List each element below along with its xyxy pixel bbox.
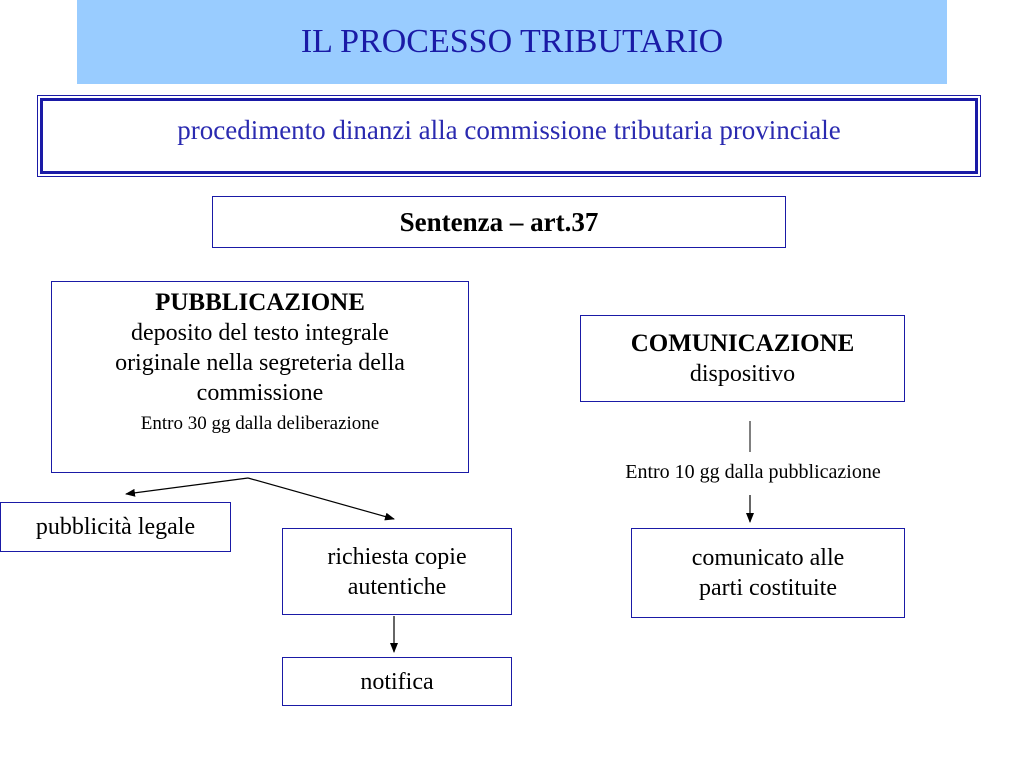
sentenza-box — [212, 196, 786, 248]
comunicato-line-2: parti costituite — [699, 575, 837, 601]
richiesta-copie-line-2: autentiche — [347, 573, 447, 600]
richiesta-copie-line-1: richiesta copie — [327, 543, 467, 570]
title-banner — [77, 0, 947, 84]
pubblicita-legale-label: pubblicità legale — [35, 514, 196, 540]
pubblicazione-line-1: deposito del testo integrale — [131, 320, 389, 346]
notifica-box — [282, 657, 512, 706]
notifica-label: notifica — [360, 668, 434, 695]
comunicazione-body: dispositivo — [689, 360, 796, 387]
comunicazione-heading: COMUNICAZIONE — [630, 329, 855, 357]
comunicato-line-1: comunicato alle — [691, 545, 845, 571]
subtitle-box — [40, 98, 978, 174]
comunicato-box — [631, 528, 905, 618]
sentenza-label: Sentenza – art.37 — [399, 206, 599, 237]
entro-10-label: Entro 10 gg dalla pubblicazione — [625, 461, 881, 483]
richiesta-copie-box — [282, 528, 512, 615]
page-title: IL PROCESSO TRIBUTARIO — [300, 23, 724, 60]
pubblicita-legale-box — [0, 502, 231, 552]
pubblicazione-line-3: commissione — [196, 380, 324, 406]
pubblicazione-box — [51, 281, 469, 473]
comunicazione-box — [580, 315, 905, 402]
subtitle: procedimento dinanzi alla commissione tributaria provinciale — [177, 115, 841, 145]
arrow-to-richiesta-copie — [248, 478, 394, 519]
arrow-to-pubblicita-legale — [126, 478, 248, 494]
pubblicazione-note: Entro 30 gg dalla deliberazione — [140, 413, 380, 434]
pubblicazione-heading: PUBBLICAZIONE — [155, 289, 365, 316]
pubblicazione-line-2: originale nella segreteria della — [115, 350, 405, 376]
